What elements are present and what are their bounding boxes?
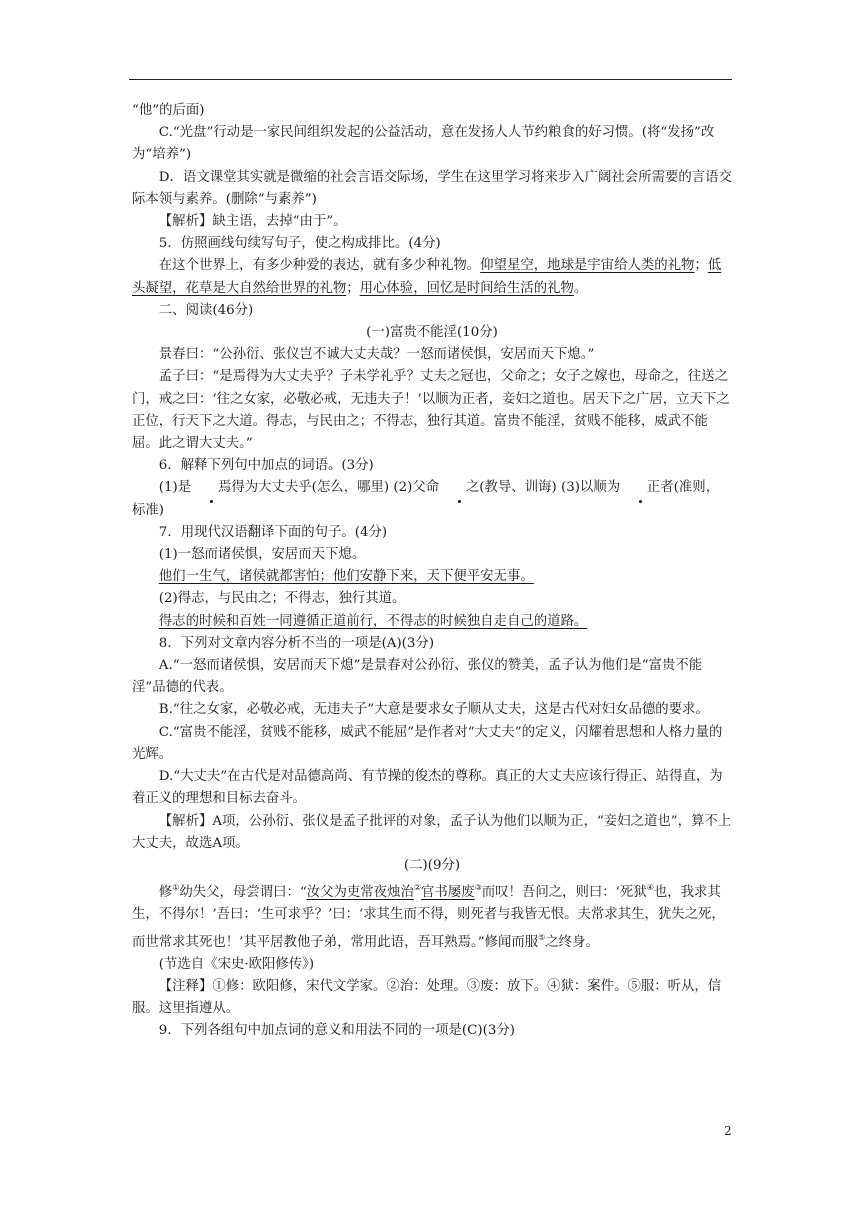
- q5-end: 。: [573, 280, 588, 296]
- passage-1-title: (一)富贵不能淫(10分): [366, 325, 498, 341]
- passage-2-para: [132, 877, 732, 954]
- option-c: C.“光盘”行动是一家民间组织发起的公益活动，意在发扬人人节约粮食的好习惯。(将“发扬”改为“培养”): [132, 125, 715, 163]
- q5-underlined-1: 仰望星空，地球是宇宙给人类的礼物: [480, 258, 695, 274]
- header-rule: [129, 79, 732, 80]
- q7-answer-1: 他们一生气，诸侯就都害怕；他们安静下来，天下便平安无事。: [158, 569, 534, 585]
- q7-sentence-1: (1)一怒而诸侯惧，安居而天下熄。: [158, 547, 366, 563]
- question-9: 9．下列各组句中加点词的意义和用法不同的一项是(C)(3分): [158, 1023, 515, 1039]
- note-ref-2: ②: [413, 883, 422, 893]
- q5-underlined-2: 低头凝望，花草是大自然给世界的礼物: [132, 258, 722, 296]
- p3-text-b: 幼失父，母尝谓曰：“: [179, 885, 307, 901]
- q5-sep-1: ；: [694, 258, 708, 274]
- passage-2-title: (二)(9分): [403, 857, 461, 873]
- q6-gloss-2: (教导、训诲): [479, 480, 557, 496]
- q5-sep-2: ；: [346, 280, 360, 296]
- q8-analysis: 【解析】A项，公孙衍、张仪是孟子批评的对象，孟子认为他们以顺为正，“妾妇之道也”，算不上大丈夫，故选A项。: [132, 813, 732, 851]
- p3-text-e: 之终身。: [545, 934, 599, 950]
- q5-prompt: 在这个世界上，有多少种爱的表达，就有多少种礼物。: [158, 258, 481, 274]
- q5-underlined-3: 用心体验，回忆是时间给生活的礼物: [359, 280, 574, 296]
- passage-2-notes: 【注释】①修：欧阳修，宋代文学家。②治：处理。③废：放下。④狱：案件。⑤服：听从，信服。这里指遵从。: [132, 978, 722, 1017]
- page-number: 2: [724, 1124, 732, 1138]
- q6-dotted-word-2: 之: [439, 477, 479, 499]
- q8-option-d: D.“大丈夫”在古代是对品德高尚、有节操的俊杰的尊称。真正的大丈夫应该行得正、站得直，为着正义的理想和目标去奋斗。: [132, 769, 723, 807]
- note-ref-3: ③: [474, 883, 482, 893]
- q6-gloss-3: 者(准则，标准): [132, 480, 720, 518]
- q8-option-a: A.“一怒而诸侯惧，安居而天下熄”是景春对公孙衍、张仪的赞美，孟子认为他们是“富贵不能淫”品德的代表。: [132, 658, 703, 696]
- p3-text-a: 修: [158, 885, 173, 901]
- question-8: 8．下列对文章内容分析不当的一项是(A)(3分): [158, 635, 435, 651]
- passage-1-para-1: 景春曰：“公孙衍、张仪岂不诚大丈夫哉？一怒而诸侯惧，安居而天下熄。”: [158, 347, 595, 363]
- q6-item-3: (3)以顺为: [560, 480, 621, 496]
- q6-dotted-word-3: 正: [620, 477, 660, 499]
- question-7: 7．用现代汉语翻译下面的句子。(4分): [158, 524, 388, 540]
- question-5: 5．仿照画线句续写句子，使之构成排比。(4分): [158, 236, 441, 252]
- q6-dotted-word-1: 焉: [191, 477, 231, 499]
- q8-option-c: C.“富贵不能淫，贫贱不能移，威武不能屈”是作者对“大丈夫”的定义，闪耀着思想和人格力量的光辉。: [132, 724, 723, 762]
- p3-text-c: 而叹！吾问之，则曰：‘死狱: [481, 885, 647, 901]
- q7-sentence-2: (2)得志，与民由之；不得志，独行其道。: [158, 591, 406, 607]
- note-ref-4: ④: [646, 883, 654, 893]
- passage-2-source: (节选自《宋史·欧阳修传》): [158, 956, 315, 972]
- question-6-answers: [132, 477, 732, 521]
- p3-text-d: 也，我求其生，不得尔！’吾曰：‘生可求乎？’曰：‘求其生而不得，则死者与我皆无恨。夫常求其生，犹失之死，而世常求其死也！’其平居教他子弟，常用此语，吾耳熟焉。”修闻而服: [132, 885, 725, 950]
- q6-item-1: (1)是: [158, 480, 192, 496]
- question-5-answer: [132, 255, 732, 299]
- analysis-text: 【解析】缺主语，去掉“由于”。: [158, 214, 347, 230]
- q6-gloss-1: 得为大丈夫乎(怎么，哪里): [231, 480, 390, 496]
- p3-underlined-2: 官书屡废: [421, 885, 475, 901]
- q6-item-2: (2)父命: [393, 480, 440, 496]
- p3-underlined-1: 汝父为吏常夜烛治: [306, 885, 414, 901]
- passage-1-para-2: 孟子曰：“是焉得为大丈夫乎？子未学礼乎？丈夫之冠也，父命之；女子之嫁也，母命之，往送之门，戒之曰：‘往之女家，必敬必戒，无违夫子！’以顺为正者，妾妇之道也。居天下之广居，立天下之正位，行天下之大道。得志，与民由之；不得志，独行其道。富贵不能淫，贫贱不能移，威武不能屈。此之谓大丈夫。”: [132, 369, 730, 452]
- text-line: “他”的后面): [132, 103, 205, 118]
- question-6: 6．解释下列句中加点的词语。(3分): [158, 458, 374, 474]
- q8-option-b: B.“往之女家，必敬必戒，无违夫子”大意是要求女子顺从丈夫，这是古代对妇女品德的要求。: [158, 702, 709, 718]
- note-ref-1: ①: [172, 883, 180, 893]
- option-d: D．语文课堂其实就是微缩的社会言语交际场，学生在这里学习将来步入广阔社会所需要的言语交际本领与素养。(删除“与素养”): [132, 169, 732, 207]
- q7-answer-2: 得志的时候和百姓一同遵循正道前行，不得志的时候独自走自己的道路。: [158, 613, 588, 629]
- page-content: [132, 100, 732, 1043]
- note-ref-5: ⑤: [538, 932, 546, 942]
- section-heading: 二、阅读(46分): [158, 302, 254, 318]
